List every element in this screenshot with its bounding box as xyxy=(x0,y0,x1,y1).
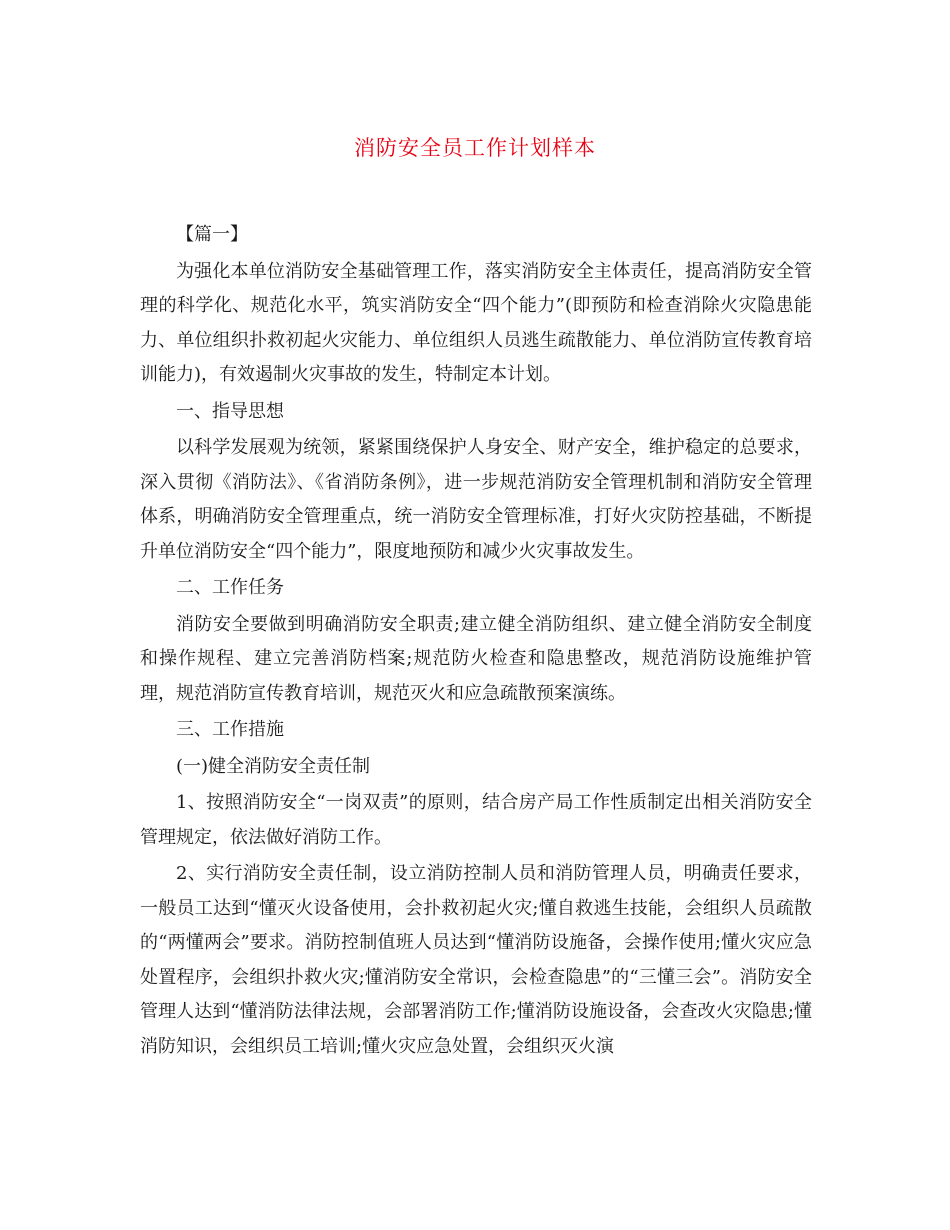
heading-work-measures: 三、工作措施 xyxy=(176,719,284,740)
paragraph-guiding-thought: 以科学发展观为统领，紧紧围绕保护人身安全、财产安全，维护稳定的总要求，深入贯彻《消防法》、《省消防条例》，进一步规范消防安全管理机制和消防安全管理体系，明确消防安全管理重点，统一消防安全管理标准，打好火灾防控基础，不断提升单位消防安全“四个能力”，限度地预防和减少火灾事故发生。 xyxy=(140,437,812,562)
paragraph-work-tasks: 消防安全要做到明确消防安全职责;建立健全消防组织、建立健全消防安全制度和操作规程、建立完善消防档案;规范防火检查和隐患整改，规范消防设施维护管理，规范消防宣传教育培训，规范灭火和应急疏散预案演练。 xyxy=(140,613,812,704)
subheading-responsibility-system: (一)健全消防安全责任制 xyxy=(176,755,371,777)
heading-guiding-thought: 一、指导思想 xyxy=(176,400,284,422)
document-title: 消防安全员工作计划样本 xyxy=(354,136,596,160)
document-body xyxy=(140,218,812,1066)
section-mark: 【篇一】 xyxy=(176,224,248,245)
paragraph-intro: 为强化本单位消防安全基础管理工作，落实消防安全主体责任，提高消防安全管理的科学化、规范化水平，筑实消防安全“四个能力”(即预防和检查消除火灾隐患能力、单位组织扑救初起火灾能力、单位组织人员逃生疏散能力、单位消防宣传教育培训能力)，有效遏制火灾事故的发生，特制定本计划。 xyxy=(140,260,812,385)
heading-work-tasks: 二、工作任务 xyxy=(176,577,284,598)
paragraph-item-2: 2、实行消防安全责任制，设立消防控制人员和消防管理人员，明确责任要求，一般员工达到“懂灭火设备使用，会扑救初起火灾;懂自救逃生技能，会组织人员疏散的“两懂两会”要求。消防控制值班人员达到“懂消防设施备，会操作使用;懂火灾应急处置程序，会组织扑救火灾;懂消防安全常识，会检查隐患”的“三懂三会”。消防安全管理人达到“懂消防法律法规，会部署消防工作;懂消防设施设备，会查改火灾隐患;懂消防知识，会组织员工培训;懂火灾应急处置，会组织灭火演 xyxy=(140,863,812,1057)
paragraph-item-1: 1、按照消防安全“一岗双责”的原则，结合房产局工作性质制定出相关消防安全管理规定，依法做好消防工作。 xyxy=(140,792,812,848)
